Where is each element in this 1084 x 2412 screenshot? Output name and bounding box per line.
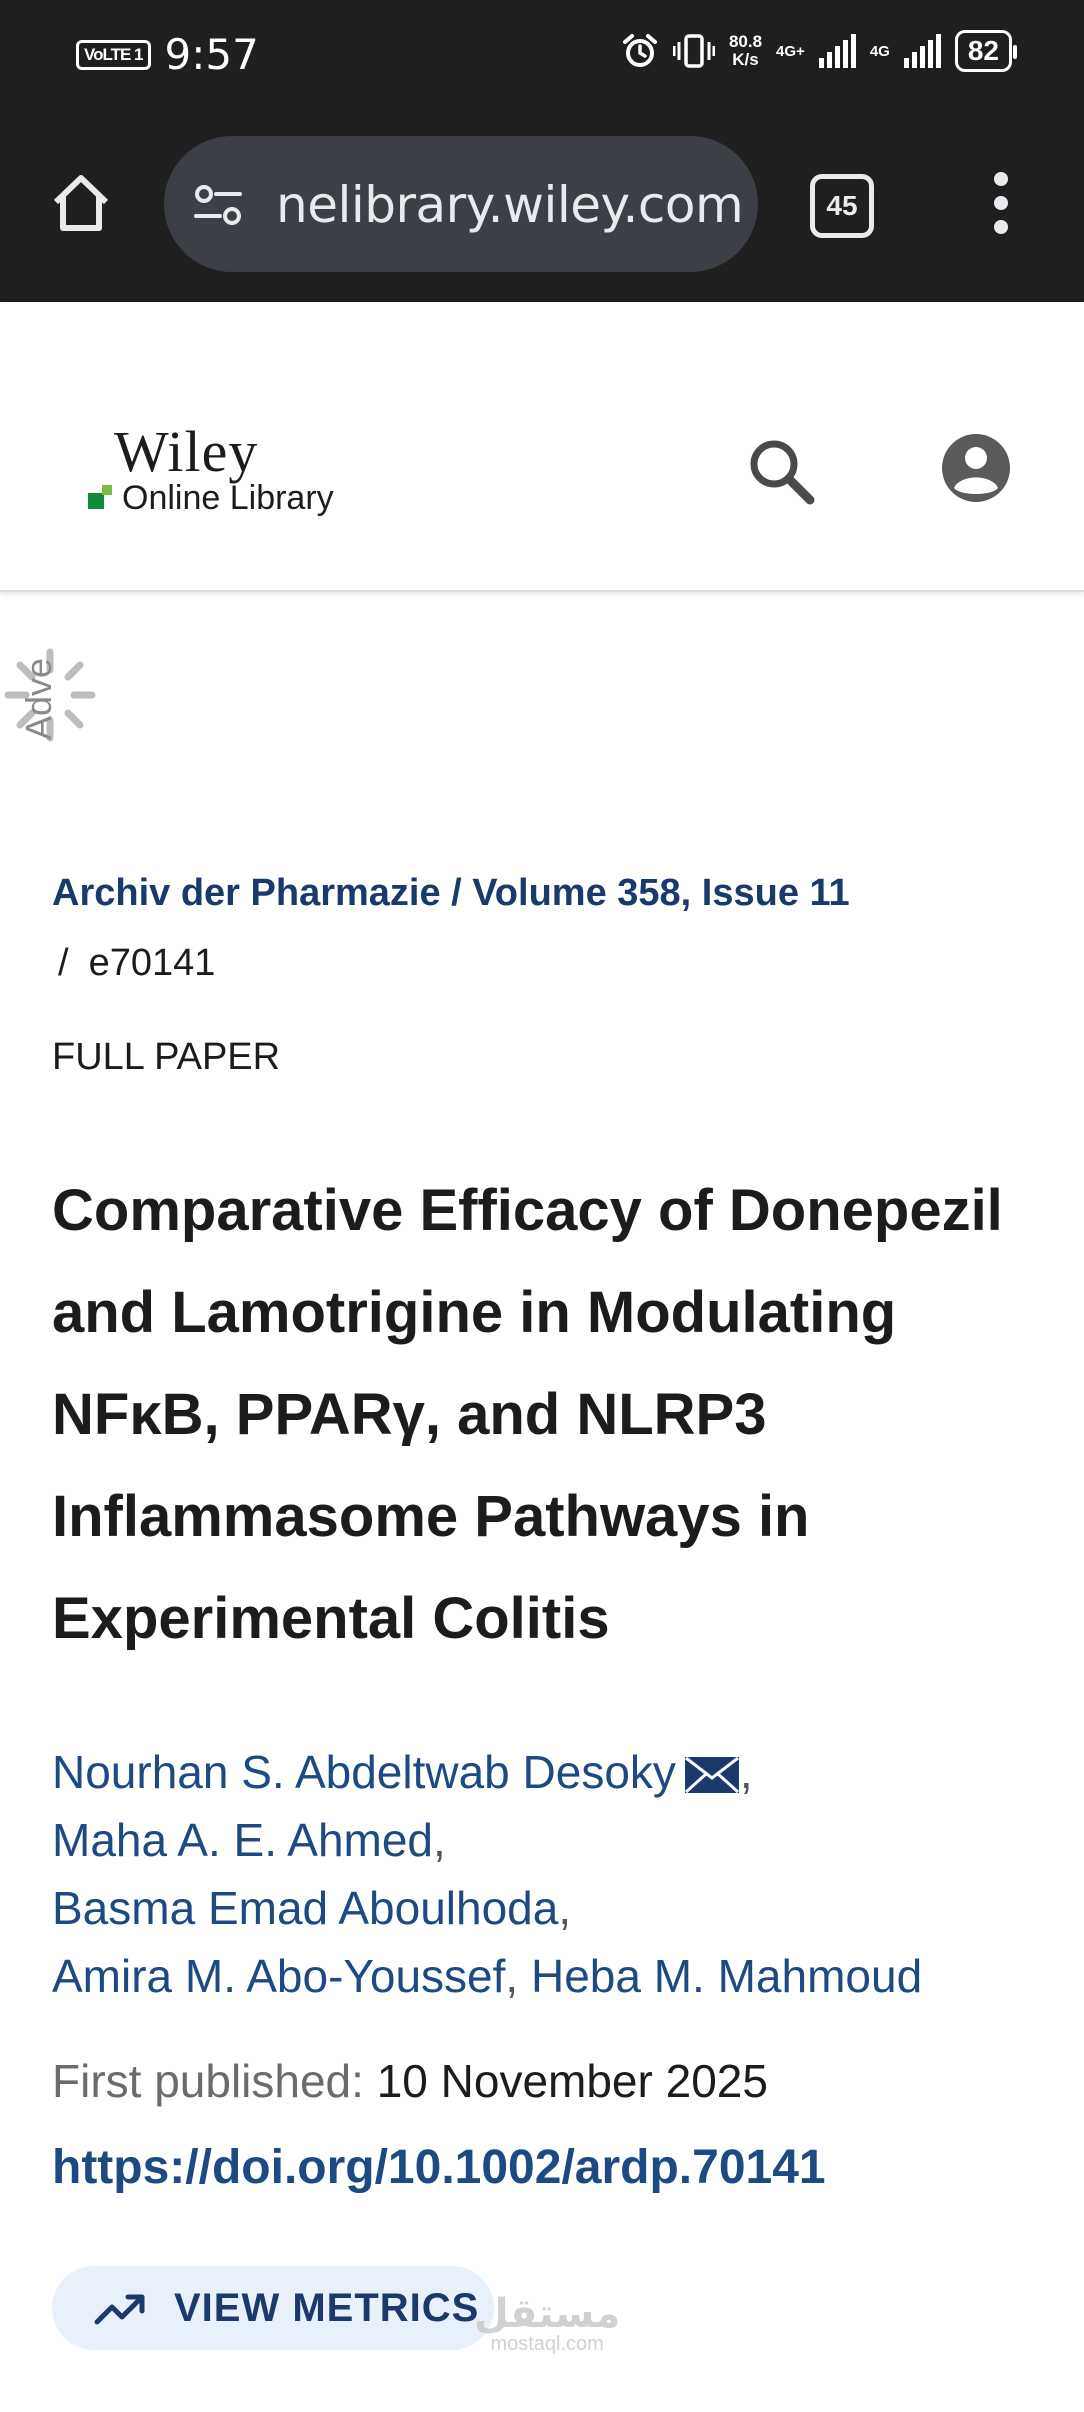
alarm-icon xyxy=(621,32,659,70)
site-header xyxy=(0,302,1084,592)
author-link[interactable]: Amira M. Abo-Youssef xyxy=(52,1950,506,2002)
article-number-text: e70141 xyxy=(88,942,216,984)
wiley-logo[interactable] xyxy=(88,419,334,518)
network-type-1: 4G+ xyxy=(776,42,805,60)
tabs-icon[interactable]: 45 xyxy=(810,174,874,238)
author-list: Nourhan S. Abdeltwab Desoky , Maha A. E. Ahmed, Basma Emad Aboulhoda, Amira M. Abo-Youssef, Heba M. Mahmoud xyxy=(52,1746,923,2002)
vibrate-icon xyxy=(673,32,715,70)
watermark xyxy=(474,2291,621,2355)
home-icon[interactable] xyxy=(48,170,114,236)
publication-date-value: 10 November 2025 xyxy=(376,2055,768,2107)
battery-indicator: 82 xyxy=(955,30,1012,72)
logo-sub xyxy=(88,478,334,518)
author-link[interactable]: Basma Emad Aboulhoda xyxy=(52,1882,559,1934)
volte-indicator: VoLTE 1 xyxy=(76,40,151,70)
status-bar-right xyxy=(621,30,1012,72)
more-vert-icon[interactable] xyxy=(986,172,1016,242)
breadcrumb-separator: / xyxy=(58,942,69,984)
trending-up-icon xyxy=(94,2290,146,2326)
article-title: Comparative Efficacy of Donepezil and Lamotrigine in Modulating NFκB, PPARγ, and NLRP3 Inflammasome Pathways in Experimental Colitis xyxy=(52,1178,1003,1651)
speed-value: 80.8 xyxy=(728,32,763,51)
search-icon[interactable] xyxy=(744,434,820,510)
author-link[interactable]: Heba M. Mahmoud xyxy=(530,1950,923,2002)
speed-unit: K/s xyxy=(732,50,759,69)
browser-toolbar xyxy=(0,112,1084,304)
ad-label: Adve xyxy=(18,657,59,740)
mail-icon[interactable] xyxy=(684,1756,740,1794)
signal-icon xyxy=(819,34,856,68)
url-text[interactable]: nelibrary.wiley.com xyxy=(276,176,744,234)
view-metrics-label: VIEW METRICS xyxy=(174,2285,480,2330)
address-bar[interactable] xyxy=(164,136,758,272)
article-number xyxy=(58,942,215,985)
status-bar-left xyxy=(76,30,259,79)
clock: 9:57 xyxy=(164,30,259,79)
logo-sub-text: Online Library xyxy=(122,479,334,517)
author-link[interactable]: Nourhan S. Abdeltwab Desoky xyxy=(52,1746,676,1798)
journal-breadcrumb[interactable]: Archiv der Pharmazie / Volume 358, Issue 11 xyxy=(52,872,850,914)
author-link[interactable]: Maha A. E. Ahmed xyxy=(52,1814,434,1866)
publication-date xyxy=(52,2054,768,2108)
site-info-icon[interactable] xyxy=(190,178,246,234)
network-type-2: 4G xyxy=(869,42,890,60)
doi-link[interactable]: https://doi.org/10.1002/ardp.70141 xyxy=(52,2141,826,2194)
signal-icon-2 xyxy=(904,34,941,68)
view-metrics-button[interactable] xyxy=(52,2266,494,2350)
watermark-arabic: مستقل xyxy=(474,2291,621,2337)
article-type: FULL PAPER xyxy=(52,1036,281,1078)
logo-main: Wiley xyxy=(114,419,259,484)
network-speed xyxy=(729,33,762,69)
logo-mark-icon xyxy=(88,485,114,511)
account-icon[interactable] xyxy=(938,430,1014,506)
status-bar xyxy=(0,0,1084,112)
watermark-latin: mostaql.com xyxy=(490,2333,604,2355)
publication-label: First published: xyxy=(52,2055,364,2107)
